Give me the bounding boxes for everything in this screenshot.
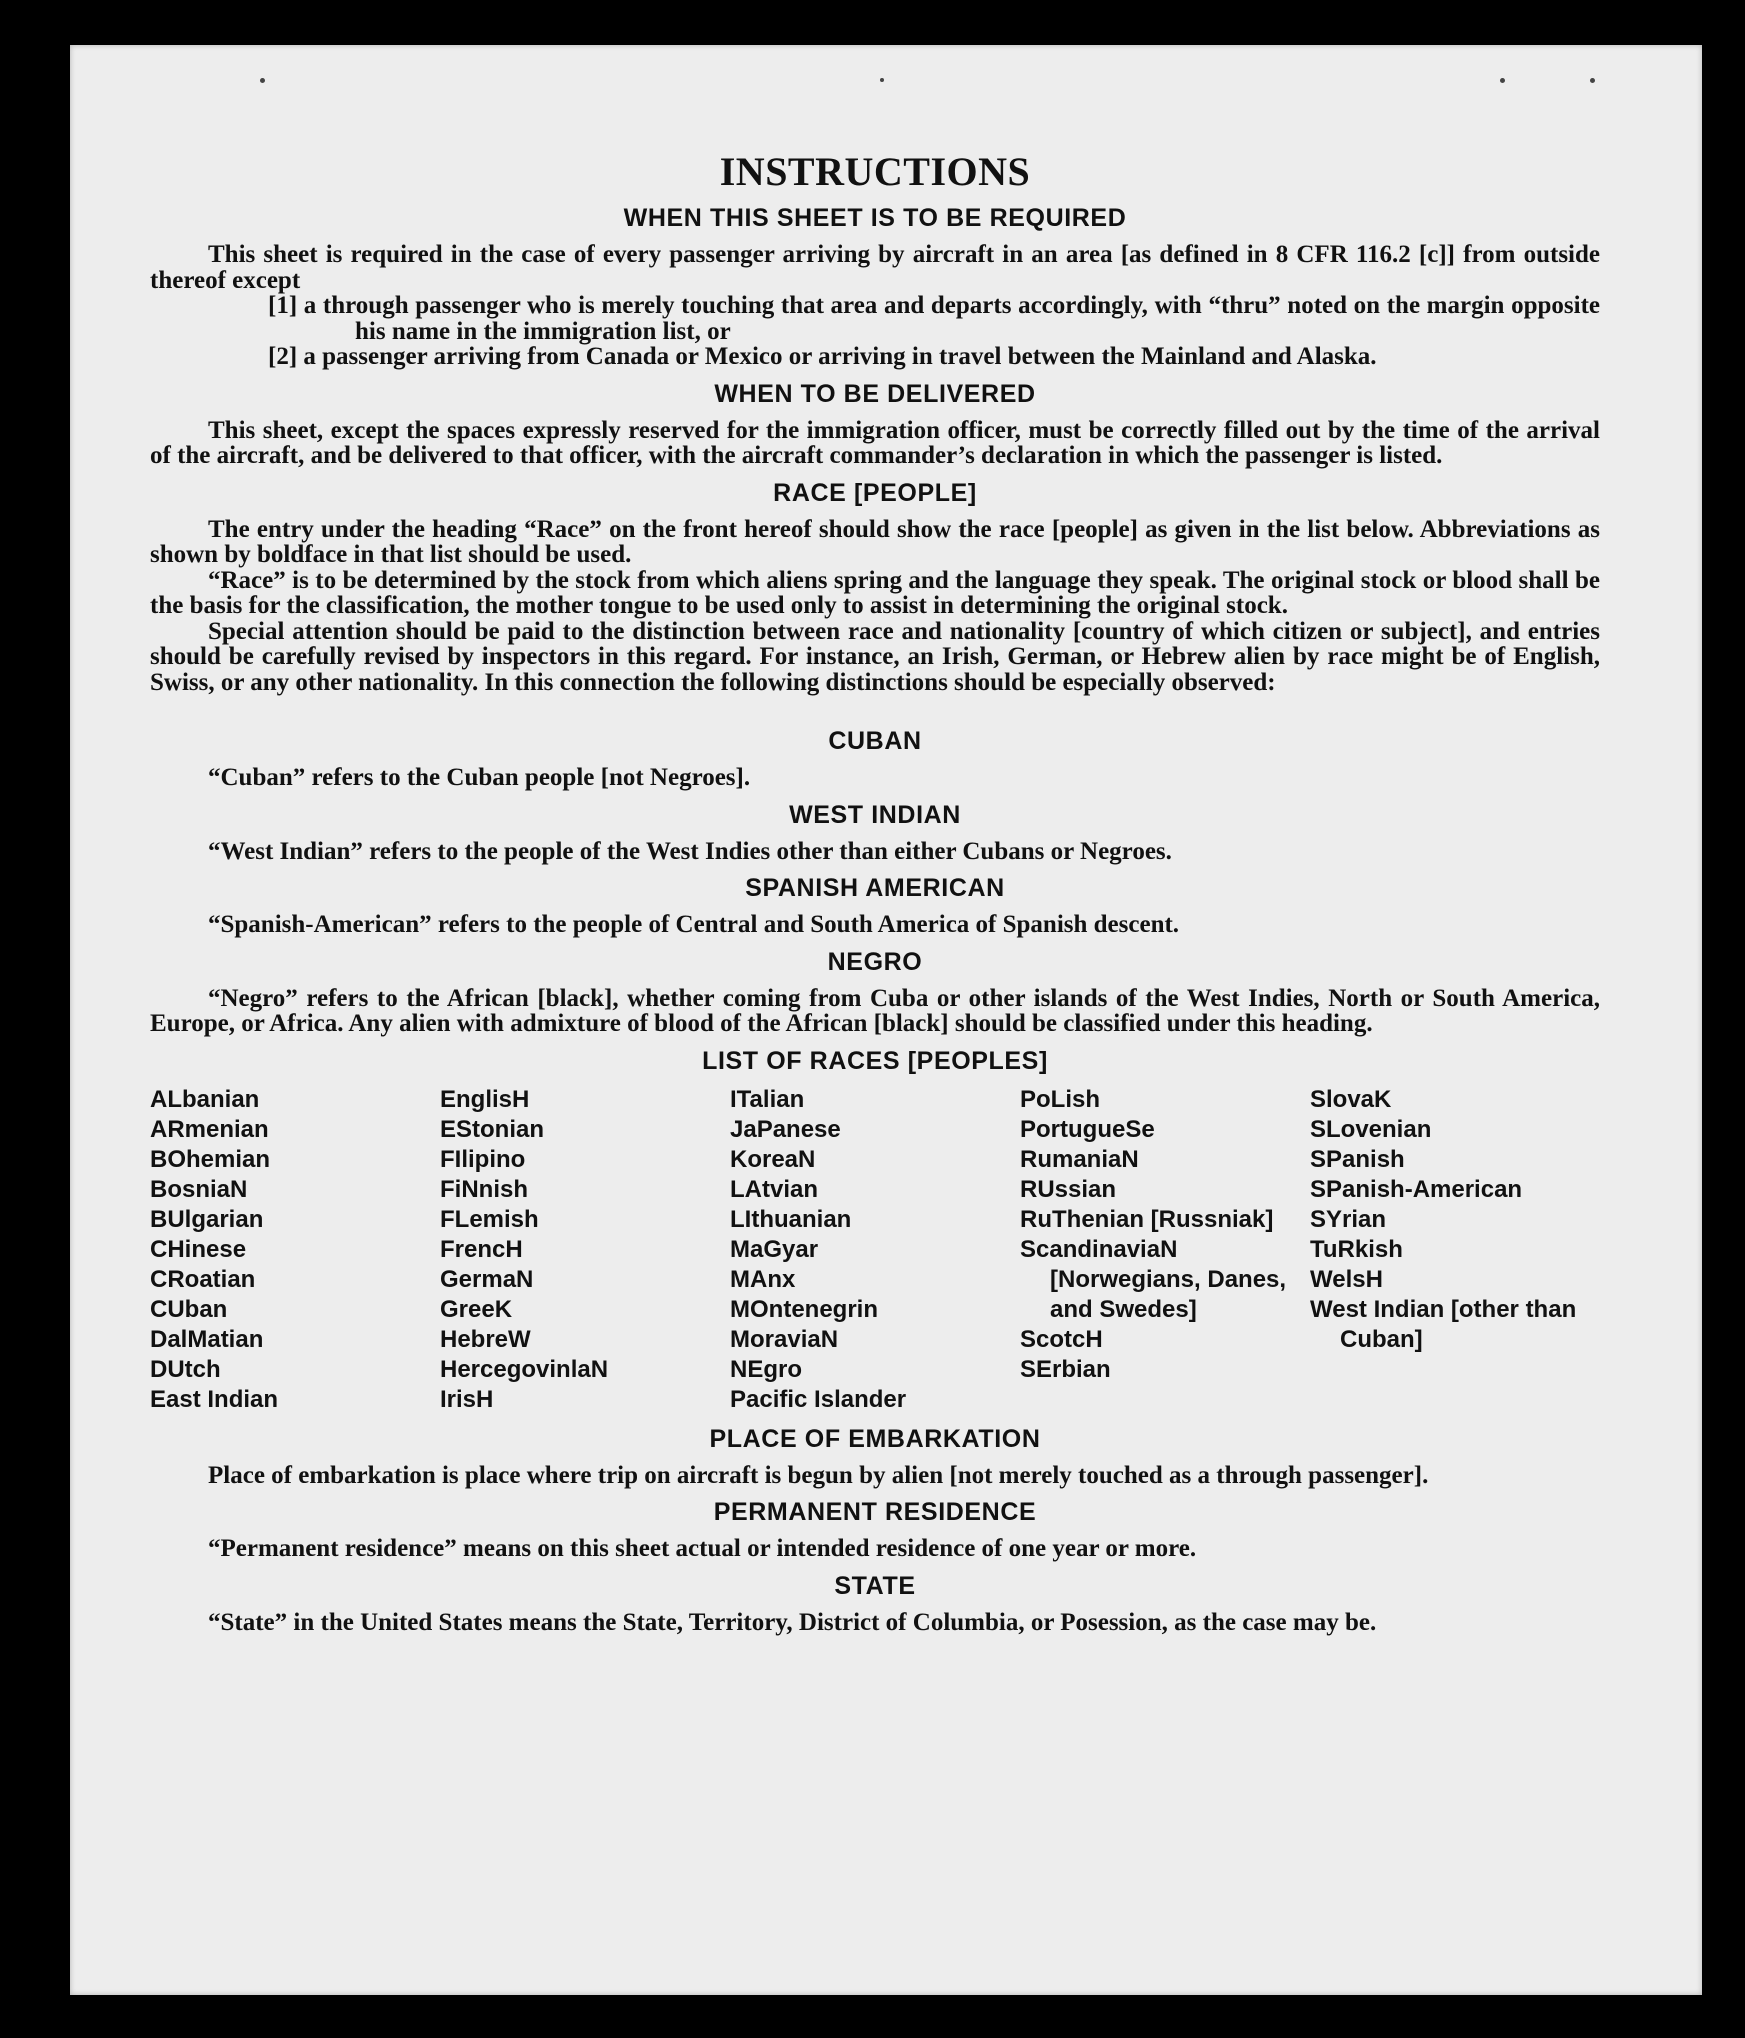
race-entry: LAtvian: [730, 1175, 819, 1203]
heading-west-indian: WEST INDIAN: [789, 800, 961, 829]
race-entry: MOntenegrin: [730, 1295, 878, 1323]
heading-spanish-american: SPANISH AMERICAN: [745, 874, 1005, 902]
race-entry: ALbanian: [150, 1085, 260, 1113]
race-entry: EnglisH: [440, 1085, 530, 1113]
race-entry: SErbian: [1020, 1355, 1111, 1383]
west-indian-text: “West Indian” refers to the people of the West Indies other than either Cubans or Negroes.: [208, 837, 1172, 865]
heading-state: STATE: [834, 1571, 916, 1600]
race-entry: GreeK: [440, 1295, 513, 1323]
heading-embarkation: PLACE OF EMBARKATION: [709, 1424, 1041, 1453]
speck: [1590, 78, 1595, 83]
heading-race: RACE [PEOPLE]: [773, 478, 977, 507]
race-entry: FIlipino: [440, 1145, 526, 1173]
race-column-3: [730, 1085, 1020, 1415]
negro-text: “Negro” refers to the African [black], whether coming from Cuba or other islands of the West Indies, North or South America, Europe, or Africa. Any alien with admixture of blood of the African [black] should be classified under this heading.: [150, 984, 1600, 1037]
race-entry: RumaniaN: [1020, 1145, 1139, 1173]
race-entry: HercegovinlaN: [440, 1355, 609, 1383]
race-entry: MaGyar: [730, 1235, 819, 1263]
race-list: [150, 1085, 1600, 1415]
race-entry: JaPanese: [730, 1115, 841, 1143]
race-column-4: [1020, 1085, 1310, 1415]
heading-cuban: CUBAN: [828, 727, 922, 755]
race-entry: NEgro: [730, 1355, 802, 1383]
instructions-body: [150, 150, 1600, 1635]
race-paragraph-3: Special attention should be paid to the distinction between race and nationality [country of which citizen or subject], and entries should be carefully revised by inspectors in this regard. For instance, an Irish, German, or Hebrew alien by race might be of English, Swiss, or any other nationality. In this connection the following distinctions should be especially observed:: [150, 617, 1600, 696]
race-entry: ARmenian: [150, 1115, 269, 1143]
race-entry: PortugueSe: [1020, 1115, 1155, 1143]
race-entry: CUban: [150, 1295, 228, 1323]
race-entry: TuRkish: [1310, 1235, 1403, 1263]
race-entry: ScandinaviaN [Norwegians, Danes, and Swedes]: [1020, 1235, 1287, 1323]
document-page: [70, 45, 1702, 1995]
race-entry: East Indian: [150, 1385, 279, 1413]
race-entry: BosniaN: [150, 1175, 248, 1203]
race-entry: CRoatian: [150, 1265, 256, 1293]
state-text: “State” in the United States means the State, Territory, District of Columbia, or Posession, as the case may be.: [208, 1608, 1377, 1636]
required-item-1: [1] a through passenger who is merely touching that area and departs accordingly, with “thru” noted on the margin opposite his name in the immigration list, or: [268, 292, 1600, 345]
required-item-2: [2] a passenger arriving from Canada or Mexico or arriving in travel between the Mainland and Alaska.: [268, 343, 1377, 370]
race-entry: RUssian: [1020, 1175, 1117, 1203]
race-entry: GermaN: [440, 1265, 534, 1293]
residence-text: “Permanent residence” means on this sheet actual or intended residence of one year or more.: [208, 1535, 1197, 1562]
race-entry: CHinese: [150, 1235, 247, 1263]
race-entry: SYrian: [1310, 1205, 1387, 1233]
race-entry: MAnx: [730, 1265, 796, 1293]
race-entry: SPanish-American: [1310, 1175, 1523, 1203]
delivered-text: This sheet, except the spaces expressly reserved for the immigration officer, must be correctly filled out by the time of the arrival of the aircraft, and be delivered to that officer, with the aircraft commander’s declaration in which the passenger is listed.: [150, 416, 1600, 469]
race-entry: WelsH: [1310, 1265, 1383, 1293]
embarkation-text: Place of embarkation is place where trip on aircraft is begun by alien [not merely touched as a through passenger].: [208, 1461, 1429, 1489]
speck: [260, 78, 265, 83]
required-intro: This sheet is required in the case of every passenger arriving by aircraft in an area [as defined in 8 CFR 116.2 [c]] from outside thereof except: [150, 241, 1600, 294]
race-entry: PoLish: [1020, 1085, 1101, 1113]
race-entry: BOhemian: [150, 1145, 271, 1173]
race-entry: West Indian [other than Cuban]: [1310, 1295, 1577, 1353]
race-entry: FrencH: [440, 1235, 523, 1263]
race-entry: Pacific Islander: [730, 1385, 907, 1413]
speck: [1500, 78, 1505, 83]
race-entry: KoreaN: [730, 1145, 816, 1173]
race-entry: LIthuanian: [730, 1205, 852, 1233]
race-entry: SlovaK: [1310, 1085, 1392, 1113]
race-entry: MoraviaN: [730, 1325, 839, 1353]
race-entry: BUlgarian: [150, 1205, 264, 1233]
race-entry: HebreW: [440, 1325, 531, 1353]
heading-required: WHEN THIS SHEET IS TO BE REQUIRED: [623, 204, 1127, 232]
cuban-text: “Cuban” refers to the Cuban people [not Negroes].: [208, 764, 751, 791]
race-entry: ITalian: [730, 1085, 805, 1113]
race-entry: RuThenian [Russniak]: [1020, 1205, 1274, 1233]
race-entry: FLemish: [440, 1205, 539, 1233]
race-paragraph-1: The entry under the heading “Race” on the front hereof should show the race [people] as given in the list below. Abbreviations as shown by boldface in that list should be used.: [150, 515, 1600, 568]
heading-list-of-races: LIST OF RACES [PEOPLES]: [702, 1046, 1048, 1075]
heading-delivered: WHEN TO BE DELIVERED: [714, 379, 1036, 408]
spanish-american-text: “Spanish-American” refers to the people of Central and South America of Spanish descent.: [208, 911, 1180, 938]
speck: [880, 78, 884, 82]
race-entry: DUtch: [150, 1355, 221, 1383]
race-column-2: [440, 1085, 730, 1415]
heading-permanent-residence: PERMANENT RESIDENCE: [713, 1498, 1037, 1526]
race-entry: ScotcH: [1020, 1325, 1103, 1353]
heading-negro: NEGRO: [827, 947, 923, 976]
race-paragraph-2: “Race” is to be determined by the stock from which aliens spring and the language they speak. The original stock or blood shall be the basis for the classification, the mother tongue to be used only to assist in determining the original stock.: [150, 566, 1600, 619]
race-entry: EStonian: [440, 1115, 545, 1143]
race-entry: SPanish: [1310, 1145, 1405, 1173]
page-title: INSTRUCTIONS: [719, 149, 1031, 194]
race-column-1: [150, 1085, 440, 1415]
race-entry: DalMatian: [150, 1325, 264, 1353]
race-entry: FiNnish: [440, 1175, 528, 1203]
race-entry: SLovenian: [1310, 1115, 1432, 1143]
race-column-5: [1310, 1085, 1600, 1415]
race-entry: IrisH: [440, 1385, 494, 1413]
